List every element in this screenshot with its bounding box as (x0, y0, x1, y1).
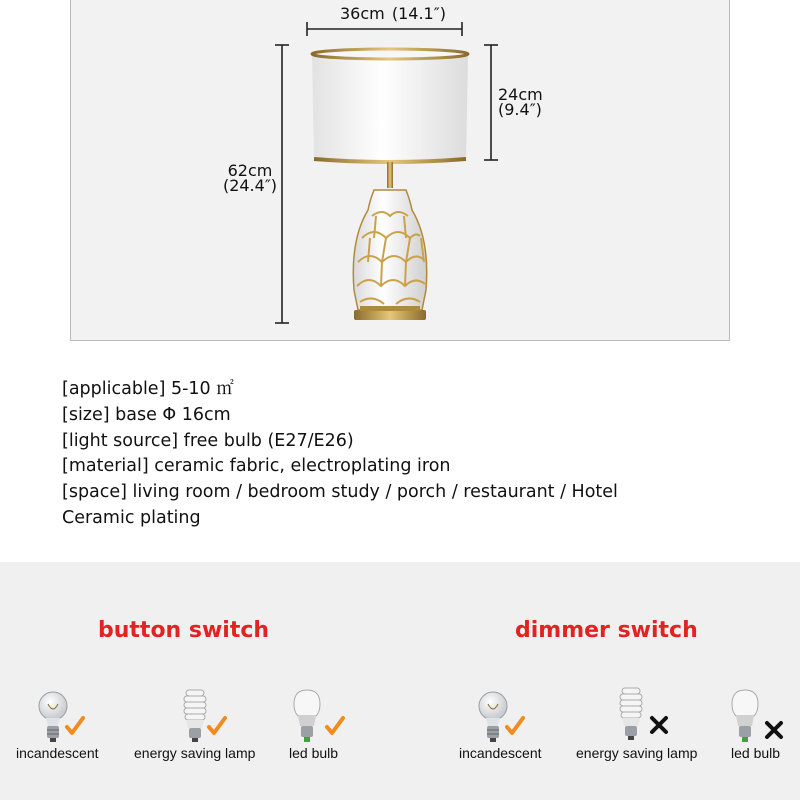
led-bulb-icon (728, 688, 762, 750)
spec-applicable: [applicable] 5-10 ㎡ (62, 379, 234, 399)
spec-space: [space] living room / bedroom study / porch / restaurant / Hotel (62, 482, 618, 503)
bulb-label-incandescent: incandescent (16, 745, 99, 761)
check-icon (504, 715, 526, 741)
check-icon (324, 715, 346, 741)
bulb-label-energy-saving-lamp: energy saving lamp (576, 745, 698, 761)
dimension-lines (0, 0, 800, 340)
button-switch-title: button switch (98, 618, 270, 643)
switch-compatibility-panel (0, 562, 800, 800)
cross-icon (648, 714, 670, 740)
specifications-list (62, 377, 762, 532)
led-bulb-icon (290, 688, 324, 750)
cross-icon (763, 719, 785, 745)
bulb-label-led-bulb: led bulb (731, 745, 781, 761)
dimmer-switch-title: dimmer switch (515, 618, 698, 643)
spec-material: [material] ceramic fabric, electroplating iron (62, 456, 451, 477)
bulb-label-energy-saving-lamp: energy saving lamp (134, 745, 256, 761)
bulb-label-led-bulb: led bulb (289, 745, 339, 761)
total-height-dimension-label: 62cm (24.4″) (222, 161, 278, 195)
spec-size: [size] base Φ 16cm (62, 404, 231, 425)
width-dimension-label: 36cm (14.1″) (340, 4, 446, 23)
bulb-label-incandescent: incandescent (459, 745, 542, 761)
energy-saving-lamp-icon (614, 686, 648, 748)
spec-finish: Ceramic plating (62, 507, 201, 528)
shade-height-dimension-label: 24cm (9.4″) (498, 85, 543, 119)
check-icon (206, 715, 228, 741)
spec-light-source: [light source] free bulb (E27/E26) (62, 430, 354, 451)
check-icon (64, 715, 86, 741)
